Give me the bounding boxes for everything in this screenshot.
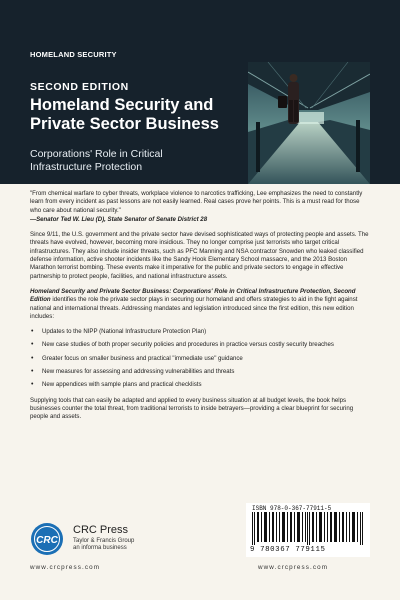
top-band <box>0 0 400 184</box>
feature-item: • New case studies of both proper security policies and procedures in practice versus costly security breaches <box>30 341 370 349</box>
edition-label: SECOND EDITION <box>30 81 129 93</box>
endorsement-quote: "From chemical warfare to cyber threats, workplace violence to narcotics trafficking, Lee emphasizes the need to constantly learn from every incident as past lessons are not easily learned. Real cases prove her points. This is a must read for those who care about national security." <box>30 190 363 214</box>
features-list <box>30 328 370 389</box>
isbn-digits: 9 780367 779115 <box>250 546 326 554</box>
closing-paragraph: Supplying tools that can easily be adapted and applied to every business situation at all budget levels, the book helps businesses counter the total threat, from traditional terrorists to inside betrayers—providing a clear blueprint for securing people and assets. <box>30 396 354 421</box>
book-summary-paragraph <box>30 288 370 321</box>
subtitle-line-1: Corporations' Role in Critical <box>30 148 163 160</box>
isbn-barcode-block <box>246 503 370 557</box>
feature-item: • New measures for assessing and addressing vulnerabilities and threats <box>30 368 370 376</box>
cover-photo <box>248 62 370 184</box>
barcode-icon <box>252 512 364 545</box>
publisher-url-right[interactable]: www.crcpress.com <box>258 564 329 571</box>
crc-press-logo-icon <box>30 522 64 556</box>
title-line-2: Private Sector Business <box>30 115 219 133</box>
subtitle-line-2: Infrastructure Protection <box>30 161 143 173</box>
description-text <box>30 190 370 429</box>
series-label: HOMELAND SECURITY <box>30 50 117 59</box>
logo-text: CRC <box>36 535 58 546</box>
book-subtitle <box>30 148 230 174</box>
feature-item: • New appendices with sample plans and practical checklists <box>30 381 370 389</box>
publisher-group: Taylor & Francis Group <box>73 538 135 544</box>
feature-item: • Updates to the NIPP (National Infrastructure Protection Plan) <box>30 328 370 336</box>
book-summary-text: identifies the role the private sector plays in securing our homeland and offers strategies to aid in the fight against national and international threats. Addressing mandates and legislation introduced since the first edition, this new edition includes: <box>30 296 358 320</box>
publisher-name: CRC Press <box>73 524 129 536</box>
book-summary-title: Homeland Security and Private Sector Business: Corporations' Role in Critical Infrastructure Protection, Second Edition <box>30 287 356 304</box>
intro-paragraph: Since 9/11, the U.S. government and the private sector have devised sophisticated ways of protecting people and assets. The threats have evolved, however, becoming more insidious. They no longer comprise just terrorists who target critical infrastructures. They also include insider threats, such as PFC Manning and NSA contractor Snowden who leaked classified defense information, active shooter incidents like the Sandy Hook Elementary School massacre, and the 2013 Boston Marathon terrorist bombing. These events make it imperative for the public and private sectors to engage in effective partnership to protect people, facilities, and national infrastructure assets. <box>30 231 369 280</box>
publisher-group-line-2: an informa business <box>73 545 127 551</box>
airport-walkway-image <box>248 62 370 184</box>
isbn-label: ISBN 978-0-367-77911-5 <box>252 505 332 512</box>
feature-item: • Greater focus on smaller business and practical "immediate use" guidance <box>30 355 370 363</box>
book-title <box>30 96 250 134</box>
title-line-1: Homeland Security and <box>30 96 214 114</box>
endorsement-attribution: —Senator Ted W. Lieu (D), State Senator of Senate District 28 <box>30 215 208 223</box>
publisher-url-left[interactable]: www.crcpress.com <box>30 564 101 571</box>
